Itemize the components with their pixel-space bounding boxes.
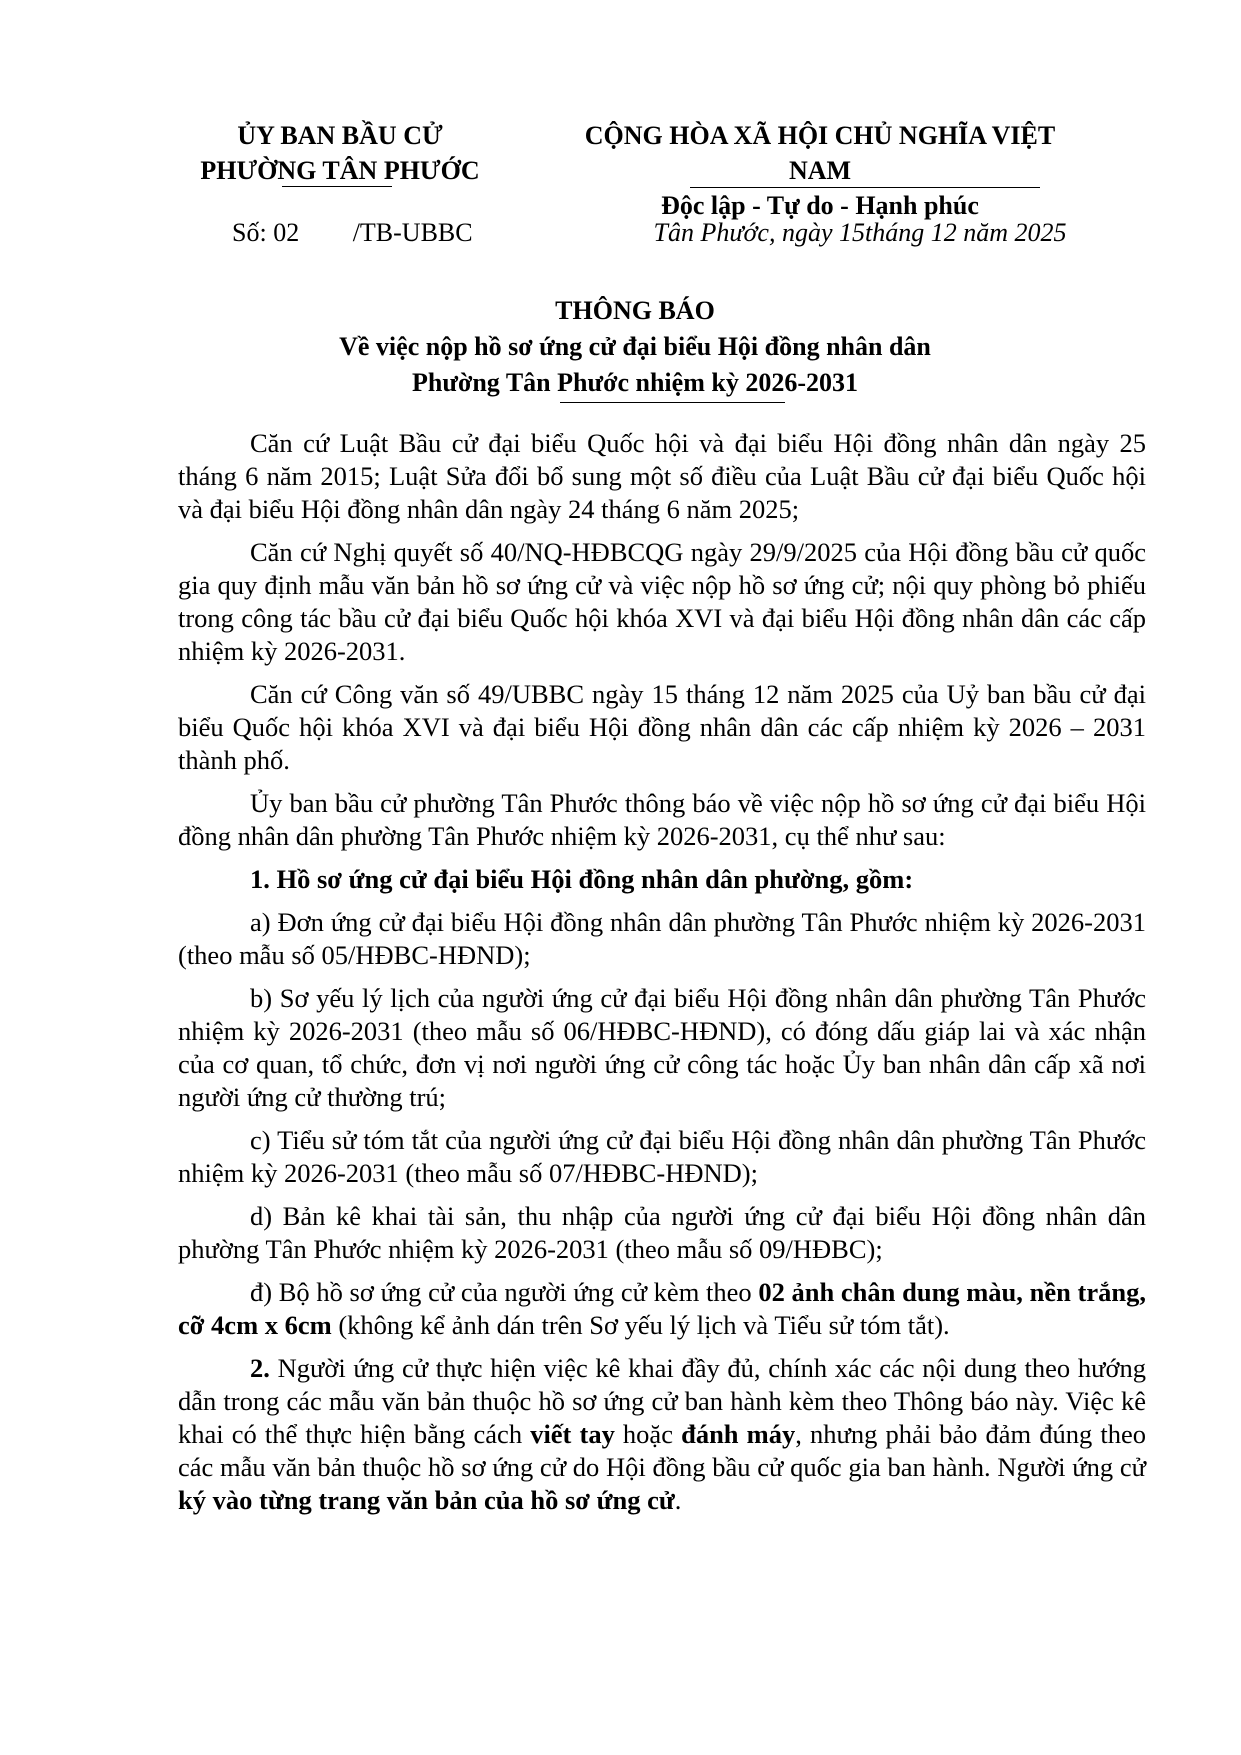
section-2-handwritten: viết tay [530,1419,615,1449]
section-2-number: 2. [250,1353,270,1383]
item-c: c) Tiểu sử tóm tắt của người ứng cử đại biểu Hội đồng nhân dân phường Tân Phước nhiệm kỳ 2026-2031 (theo mẫu số 07/HĐBC-HĐND); [178,1125,1146,1188]
item-a: a) Đơn ứng cử đại biểu Hội đồng nhân dân phường Tân Phước nhiệm kỳ 2026-2031 (theo mẫu số 05/HĐBC-HĐND); [178,907,1146,970]
issuer-header [195,118,485,188]
item-b: b) Sơ yếu lý lịch của người ứng cử đại biểu Hội đồng nhân dân phường Tân Phước nhiệm kỳ 2026-2031 (theo mẫu số 06/HĐBC-HĐND), có đóng dấu giáp lai và xác nhận của cơ quan, tổ chức, đơn vị nơi người ứng cử công tác hoặc Ủy ban nhân dân cấp xã nơi người ứng cử thường trú; [178,983,1146,1112]
title-underline [560,402,785,403]
doc-number-value: 02 [273,218,300,247]
section-2-text-3: , nhưng phải bảo đảm đúng theo các mẫu văn bản thuộc hồ sơ ứng cử do Hội đồng bầu cử quốc gia ban hành. Người ứng cử [178,1419,1147,1482]
issuer-line-2: PHƯỜNG TÂN PHƯỚC [200,156,480,185]
document-title [160,293,1110,401]
section-2-text-4: . [674,1485,682,1515]
item-d: d) Bản kê khai tài sản, thu nhập của người ứng cử đại biểu Hội đồng nhân dân phường Tân Phước nhiệm kỳ 2026-2031 (theo mẫu số 09/HĐBC); [178,1201,1146,1264]
paragraph-legal-basis-1: Căn cứ Luật Bầu cử đại biểu Quốc hội và đại biểu Hội đồng nhân dân ngày 25 tháng 6 năm 2015; Luật Sửa đổi bổ sung một số điều của Luật Bầu cử đại biểu Quốc hội và đại biểu Hội đồng nhân dân ngày 24 tháng 6 năm 2025; [178,428,1146,524]
title-line-3: Phường Tân Phước nhiệm kỳ 2026-2031 [412,368,858,397]
item-dd-text-1: đ) Bộ hồ sơ ứng cử của người ứng cử kèm theo [250,1277,759,1307]
item-dd-photo-requirement: 02 ảnh chân dung màu, nền trắng, cỡ 4cm x 6cm [178,1277,1146,1340]
item-dd-text-2: (không kể ảnh dán trên Sơ yếu lý lịch và Tiểu sử tóm tắt). [331,1310,950,1340]
paragraph-announcement: Ủy ban bầu cử phường Tân Phước thông báo về việc nộp hồ sơ ứng cử đại biểu Hội đồng nhân dân phường Tân Phước nhiệm kỳ 2026-2031, cụ thể như sau: [178,788,1146,851]
item-dd [178,1276,1146,1342]
paragraph-legal-basis-3: Căn cứ Công văn số 49/UBBC ngày 15 tháng 12 năm 2025 của Uỷ ban bầu cử đại biểu Quốc hội khóa XVI và đại biểu Hội đồng nhân dân các cấp nhiệm kỳ 2026 – 2031 thành phố. [178,679,1146,775]
document-date: Tân Phước, ngày 15tháng 12 năm 2025 [653,218,1067,247]
paragraph-legal-basis-2: Căn cứ Nghị quyết số 40/NQ-HĐBCQG ngày 29/9/2025 của Hội đồng bầu cử quốc gia quy định mẫu văn bản hồ sơ ứng cử và việc nộp hồ sơ ứng cử; nội quy phòng bỏ phiếu trong công tác bầu cử đại biểu Quốc hội khóa XVI và đại biểu Hội đồng nhân dân các cấp nhiệm kỳ 2026-2031. [178,537,1146,666]
document-body [178,427,1146,1527]
section-2-text-2: hoặc [614,1419,682,1449]
national-header [560,118,1080,223]
section-heading-1: 1. Hồ sơ ứng cử đại biểu Hội đồng nhân dân phường, gồm: [250,864,914,894]
issuer-underline [282,186,392,187]
section-2-sign-every-page: ký vào từng trang văn bản của hồ sơ ứng cử [178,1485,675,1515]
section-2 [178,1352,1146,1517]
motto-underline [690,187,1040,188]
doc-number-label: Số: [232,218,267,247]
national-motto: Độc lập - Tự do - Hạnh phúc [661,191,979,220]
doc-number-suffix: /TB-UBBC [352,218,473,247]
national-title: CỘNG HÒA XÃ HỘI CHỦ NGHĨA VIỆT NAM [584,121,1056,185]
section-2-typed: đánh máy [681,1419,796,1449]
issuer-line-1: ỦY BAN BẦU CỬ [237,121,443,150]
section-2-text-1: Người ứng cử thực hiện việc kê khai đầy đủ, chính xác các nội dung theo hướng dẫn trong các mẫu văn bản thuộc hồ sơ ứng cử ban hành kèm theo Thông báo này. Việc kê khai có thể thực hiện bằng cách [178,1353,1146,1449]
document-number [232,218,473,248]
title-line-1: THÔNG BÁO [555,296,715,325]
title-line-2: Về việc nộp hồ sơ ứng cử đại biểu Hội đồng nhân dân [339,332,931,361]
